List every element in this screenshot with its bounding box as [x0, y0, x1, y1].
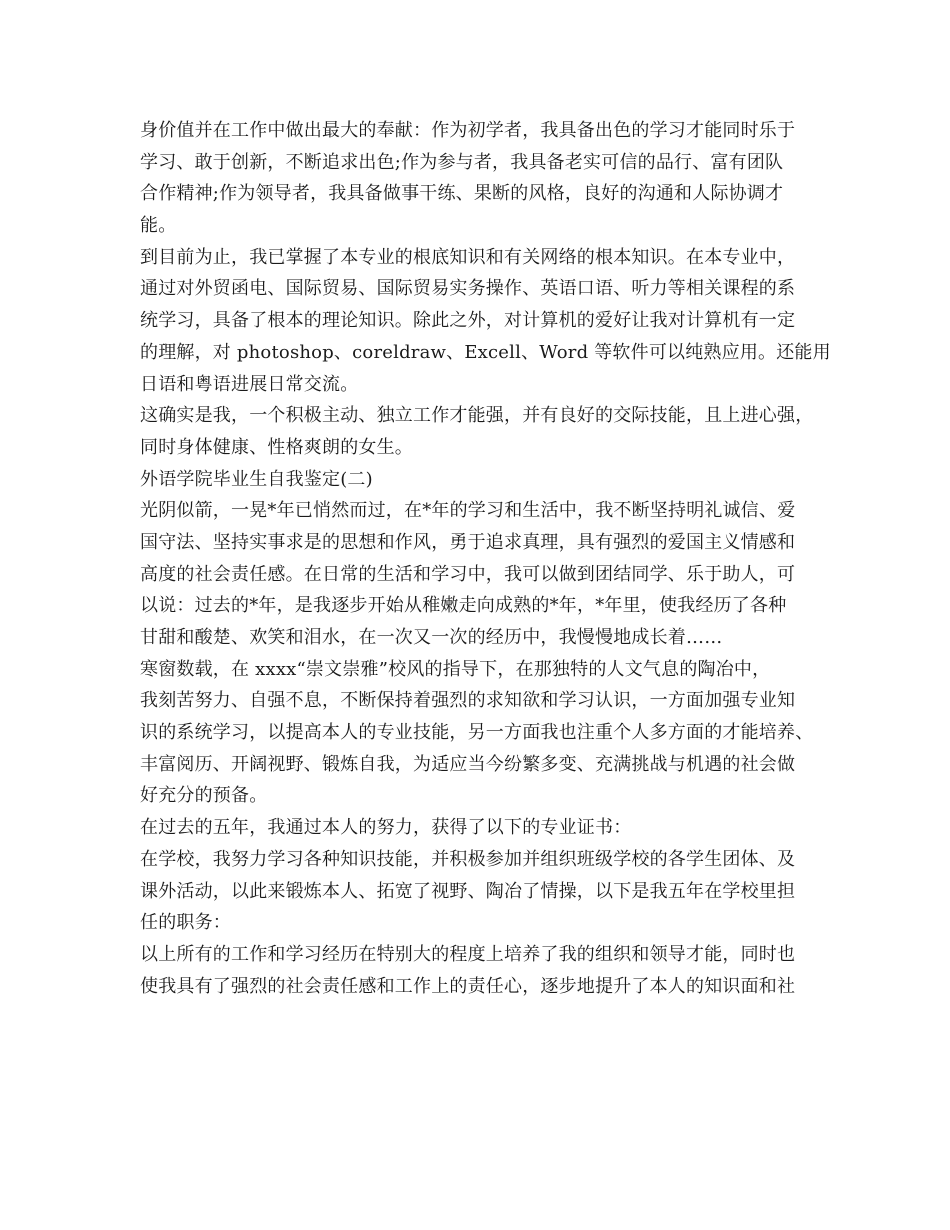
text-line: 日语和粤语进展日常交流。 — [140, 373, 359, 395]
text-line: 这确实是我，一个积极主动、独立工作才能强，并有良好的交际技能，且上进心强， — [140, 405, 814, 427]
text-line: 在过去的五年，我通过本人的努力，获得了以下的专业证书： — [140, 817, 632, 839]
text-line: 寒窗数载，在 xxxx“崇文崇雅”校风的指导下，在那独特的人文气息的陶冶中， — [140, 658, 771, 680]
text-line: 能。 — [140, 215, 177, 237]
text-line: 在学校，我努力学习各种知识技能，并积极参加并组织班级学校的各学生团体、及 — [140, 848, 796, 870]
text-line: 课外活动，以此来锻炼本人、拓宽了视野、陶冶了情操，以下是我五年在学校里担 — [140, 880, 796, 902]
text-line: 甘甜和酸楚、欢笑和泪水，在一次又一次的经历中，我慢慢地成长着…… — [140, 627, 723, 648]
text-line: 丰富阅历、开阔视野、锻炼自我，为适应当今纷繁多变、充满挑战与机遇的社会做 — [140, 753, 796, 775]
text-line: 到目前为止，我已掌握了本专业的根底知识和有关网络的根本知识。在本专业中， — [140, 246, 796, 268]
text-line: 好充分的预备。 — [140, 785, 268, 807]
text-line: 高度的社会责任感。在日常的生活和学习中，我可以做到团结同学、乐于助人，可 — [140, 563, 796, 585]
text-line: 学习、敢于创新，不断追求出色;作为参与者，我具备老实可信的品行、富有团队 — [140, 151, 784, 173]
text-line: 我刻苦努力、自强不息，不断保持着强烈的求知欲和学习认识，一方面加强专业知 — [140, 690, 796, 712]
text-line: 以说：过去的*年，是我逐步开始从稚嫩走向成熟的*年，*年里，使我经历了各种 — [140, 595, 787, 617]
text-line: 合作精神;作为领导者，我具备做事干练、果断的风格，良好的沟通和人际协调才 — [140, 183, 784, 205]
text-line: 的理解，对 photoshop、coreldraw、Excell、Word 等软件可以纯熟应用。还能用 — [140, 341, 831, 363]
text-line: 同时身体健康、性格爽朗的女生。 — [140, 436, 413, 458]
text-line: 国守法、坚持实事求是的思想和作风，勇于追求真理，具有强烈的爱国主义情感和 — [140, 531, 796, 553]
text-line: 识的系统学习，以提高本人的专业技能，另一方面我也注重个人多方面的才能培养、 — [140, 722, 814, 744]
section-heading: 外语学院毕业生自我鉴定(二) — [140, 468, 373, 490]
text-line: 光阴似箭，一晃*年已悄然而过，在*年的学习和生活中，我不断坚持明礼诚信、爱 — [140, 500, 796, 522]
text-line: 使我具有了强烈的社会责任感和工作上的责任心，逐步地提升了本人的知识面和社 — [140, 975, 796, 997]
document-body — [140, 115, 831, 1002]
text-line: 身价值并在工作中做出最大的奉献：作为初学者，我具备出色的学习才能同时乐于 — [140, 120, 796, 141]
text-line: 统学习，具备了根本的理论知识。除此之外，对计算机的爱好让我对计算机有一定 — [140, 310, 796, 332]
text-line: 以上所有的工作和学习经历在特别大的程度上培养了我的组织和领导才能，同时也 — [140, 943, 796, 965]
text-line: 任的职务： — [140, 912, 231, 934]
text-line: 通过对外贸函电、国际贸易、国际贸易实务操作、英语口语、听力等相关课程的系 — [140, 278, 796, 300]
